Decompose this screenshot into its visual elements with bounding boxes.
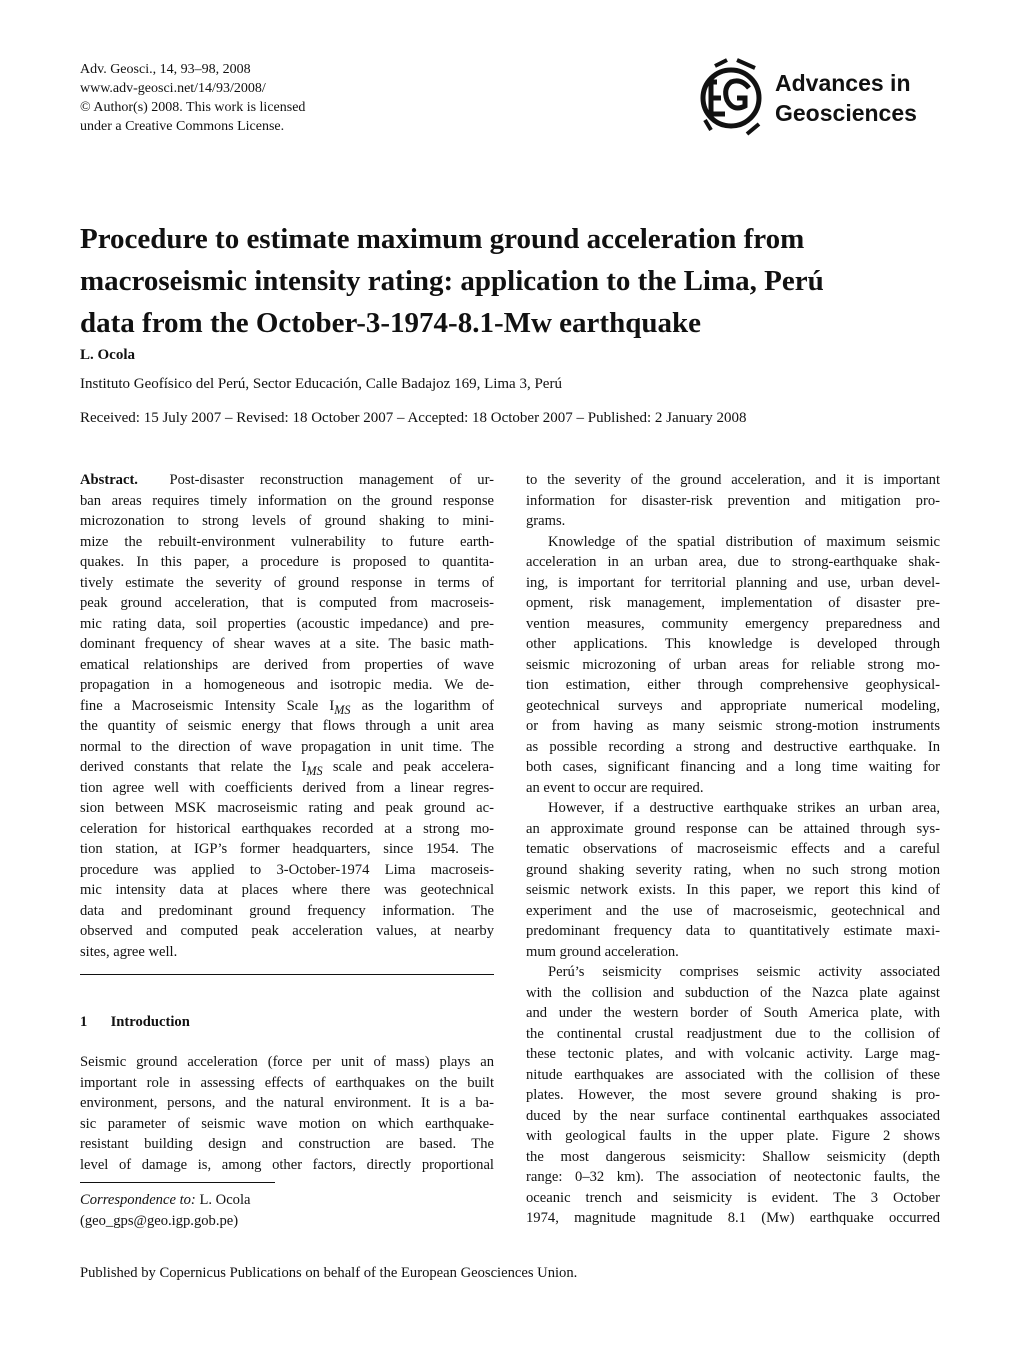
abstract-line: peak ground acceleration, that is computed from macroseis- <box>80 595 494 611</box>
abstract-label: Abstract. <box>80 472 138 488</box>
section-title: Introduction <box>110 1014 190 1030</box>
body-line: an event to occur are required. <box>526 779 704 796</box>
copyright-line: © Author(s) 2008. This work is licensed <box>80 100 306 115</box>
introduction-text <box>80 1052 494 1175</box>
abstract-line: ematical relationships are derived from properties of wave <box>80 656 494 673</box>
body-line: or from having as many seismic strong-motion instruments <box>526 718 940 734</box>
body-line: 1974, magnitude magnitude 8.1 (Mw) earthquake occurred <box>526 1210 940 1226</box>
journal-logo <box>697 58 947 138</box>
abstract-line: celeration for historical earthquakes recorded at a strong mo- <box>80 820 494 837</box>
abstract-line: tively estimate the severity of ground response in terms of <box>80 574 494 591</box>
body-line: range: 0–32 km). The association of neotectonic faults, the <box>526 1169 940 1185</box>
body-line: and under the western border of South America plate, with <box>526 1005 940 1021</box>
logo-text-line2: Geosciences <box>775 100 917 126</box>
body-line: to the severity of the ground acceleration, and it is important <box>526 472 940 488</box>
body-line: duced by the near surface continental earthquakes associated <box>526 1107 940 1124</box>
abstract-line: dominant frequency of shear waves at a site. The basic math- <box>80 636 494 652</box>
body-line: seismic network exists. In this paper, we report this kind of <box>526 882 940 898</box>
abstract-line: fine a Macroseismic Intensity Scale $I_{MS}$ as the logarithm of <box>80 697 494 717</box>
abstract-line: tion station, at IGP’s former headquarters, since 1954. The <box>80 841 494 857</box>
body-line: oceanic trench and seismicity is evident. The 3 October <box>526 1189 940 1206</box>
body-line: predominant frequency data to quantitatively estimate maxi- <box>526 923 940 939</box>
footnote-email[interactable]: (geo_gps@geo.igp.gob.pe) <box>80 1212 239 1229</box>
section-number: 1 <box>80 1014 88 1030</box>
abstract-divider <box>80 974 494 975</box>
title-line: data from the October-3-1974-8.1-Mw earthquake <box>80 307 701 339</box>
correspondence-footnote <box>80 1190 251 1231</box>
intro-line: important role in assessing effects of earthquakes on the built <box>80 1074 494 1091</box>
body-line: these tectonic plates, and with volcanic activity. Large mag- <box>526 1046 940 1062</box>
abstract-line: the quantity of seismic energy that flows through a unit area <box>80 718 494 734</box>
intro-line: sic parameter of seismic wave motion on which earthquake- <box>80 1115 494 1132</box>
body-line: acceleration in an urban area, due to strong-earthquake shak- <box>526 554 940 570</box>
abstract-line: mic intensity data at places where there was geotechnical <box>80 882 494 898</box>
journal-logo-icon <box>697 58 769 138</box>
journal-url[interactable]: www.adv-geosci.net/14/93/2008/ <box>80 81 266 96</box>
body-line: seismic microzoning of urban areas for reliable strong mo- <box>526 656 940 673</box>
footnote-divider <box>80 1182 275 1183</box>
journal-citation: Adv. Geosci., 14, 93–98, 2008 <box>80 62 251 77</box>
body-line: opment, risk management, implementation of disaster pre- <box>526 595 940 611</box>
abstract-line: ban areas requires timely information on the ground response <box>80 492 494 509</box>
abstract-line: microzonation to strong levels of ground shaking to mini- <box>80 513 494 529</box>
body-line: information for disaster-risk prevention and mitigation pro- <box>526 492 940 509</box>
body-line: the continental crustal readjustment due to the collision of <box>526 1025 940 1042</box>
body-line: Knowledge of the spatial distribution of maximum seismic <box>548 533 940 550</box>
title-line: Procedure to estimate maximum ground acceleration from <box>80 223 805 255</box>
abstract-line: propagation in a homogeneous and isotropic media. We de- <box>80 677 494 693</box>
body-line: However, if a destructive earthquake strikes an urban area, <box>548 800 940 816</box>
footnote-name: L. Ocola <box>199 1192 251 1208</box>
abstract-line: tion agree well with coefficients derived from a linear regres- <box>80 779 494 796</box>
body-line: with the collision and subduction of the Nazca plate against <box>526 984 940 1001</box>
intro-line: resistant building design and construction are based. The <box>80 1136 494 1152</box>
body-line: grams. <box>526 513 566 529</box>
title-line: macroseismic intensity rating: application to the Lima, Perú <box>80 265 824 297</box>
publication-dates: Received: 15 July 2007 – Revised: 18 October 2007 – Accepted: 18 October 2007 – Published: 2 January 2008 <box>80 410 747 426</box>
body-line: nitude earthquakes are associated with the collision of these <box>526 1066 940 1083</box>
body-line: other applications. This knowledge is developed through <box>526 636 940 652</box>
abstract-line: procedure was applied to 3-October-1974 Lima macroseis- <box>80 861 494 878</box>
body-line: ing, is important for territorial planning and use, urban devel- <box>526 574 940 591</box>
body-line: experiment and the use of macroseismic, geotechnical and <box>526 902 940 919</box>
intro-line: environment, persons, and the natural environment. It is a ba- <box>80 1095 494 1111</box>
body-line: an approximate ground response can be attained through sys- <box>526 820 940 837</box>
publisher-footer: Published by Copernicus Publications on behalf of the European Geosciences Union. <box>80 1265 578 1281</box>
body-line: with geological faults in the upper plate. Figure 2 shows <box>526 1128 940 1144</box>
body-line: vention measures, community emergency preparedness and <box>526 615 940 632</box>
body-line: tion estimation, either through comprehensive geophysical- <box>526 677 940 693</box>
abstract-line: observed and computed peak acceleration values, at nearby <box>80 923 494 939</box>
right-column-text <box>526 470 940 1229</box>
author-name: L. Ocola <box>80 347 135 363</box>
abstract-line: derived constants that relate the $I_{MS}$ scale and peak accelera- <box>80 759 495 778</box>
section-heading <box>80 1014 190 1031</box>
body-line: geotechnical surveys and appropriate numerical modeling, <box>526 697 940 714</box>
abstract-line: normal to the direction of wave propagation in unit time. The <box>80 738 494 755</box>
abstract-line: Abstract. Post-disaster reconstruction management of ur- <box>80 472 494 488</box>
logo-text-line1: Advances in <box>775 70 911 96</box>
abstract-line: sion between MSK macroseismic rating and peak ground ac- <box>80 800 494 816</box>
body-line: ground shaking severity rating, when no such strong motion <box>526 861 940 878</box>
author-affiliation: Instituto Geofísico del Perú, Sector Educación, Calle Badajoz 169, Lima 3, Perú <box>80 376 562 392</box>
body-line: Perú’s seismicity comprises seismic activity associated <box>548 964 940 980</box>
journal-metadata <box>80 60 305 136</box>
abstract-line: mic rating data, soil properties (acoustic impedance) and pre- <box>80 615 494 632</box>
footnote-label: Correspondence to: <box>80 1192 196 1208</box>
abstract-line: sites, agree well. <box>80 943 178 960</box>
intro-line: level of damage is, among other factors, directly proportional <box>80 1156 494 1173</box>
abstract <box>80 470 494 962</box>
paper-title <box>80 218 940 344</box>
body-line: both cases, significant financing and a long time waiting for <box>526 759 940 775</box>
body-line: plates. However, the most severe ground shaking is pro- <box>526 1087 940 1103</box>
abstract-line: quakes. In this paper, a procedure is proposed to quantita- <box>80 554 494 570</box>
body-line: as possible recording a strong and destructive earthquake. In <box>526 738 940 755</box>
abstract-line: mize the rebuilt-environment vulnerability to future earth- <box>80 533 494 550</box>
body-line: mum ground acceleration. <box>526 943 679 960</box>
intro-line: Seismic ground acceleration (force per unit of mass) plays an <box>80 1054 494 1070</box>
abstract-line: data and predominant ground frequency information. The <box>80 902 494 919</box>
body-line: the most dangerous seismicity: Shallow seismicity (depth <box>526 1148 940 1165</box>
license-line: under a Creative Commons License. <box>80 119 285 134</box>
body-line: tematic observations of macroseismic effects and a careful <box>526 841 940 857</box>
